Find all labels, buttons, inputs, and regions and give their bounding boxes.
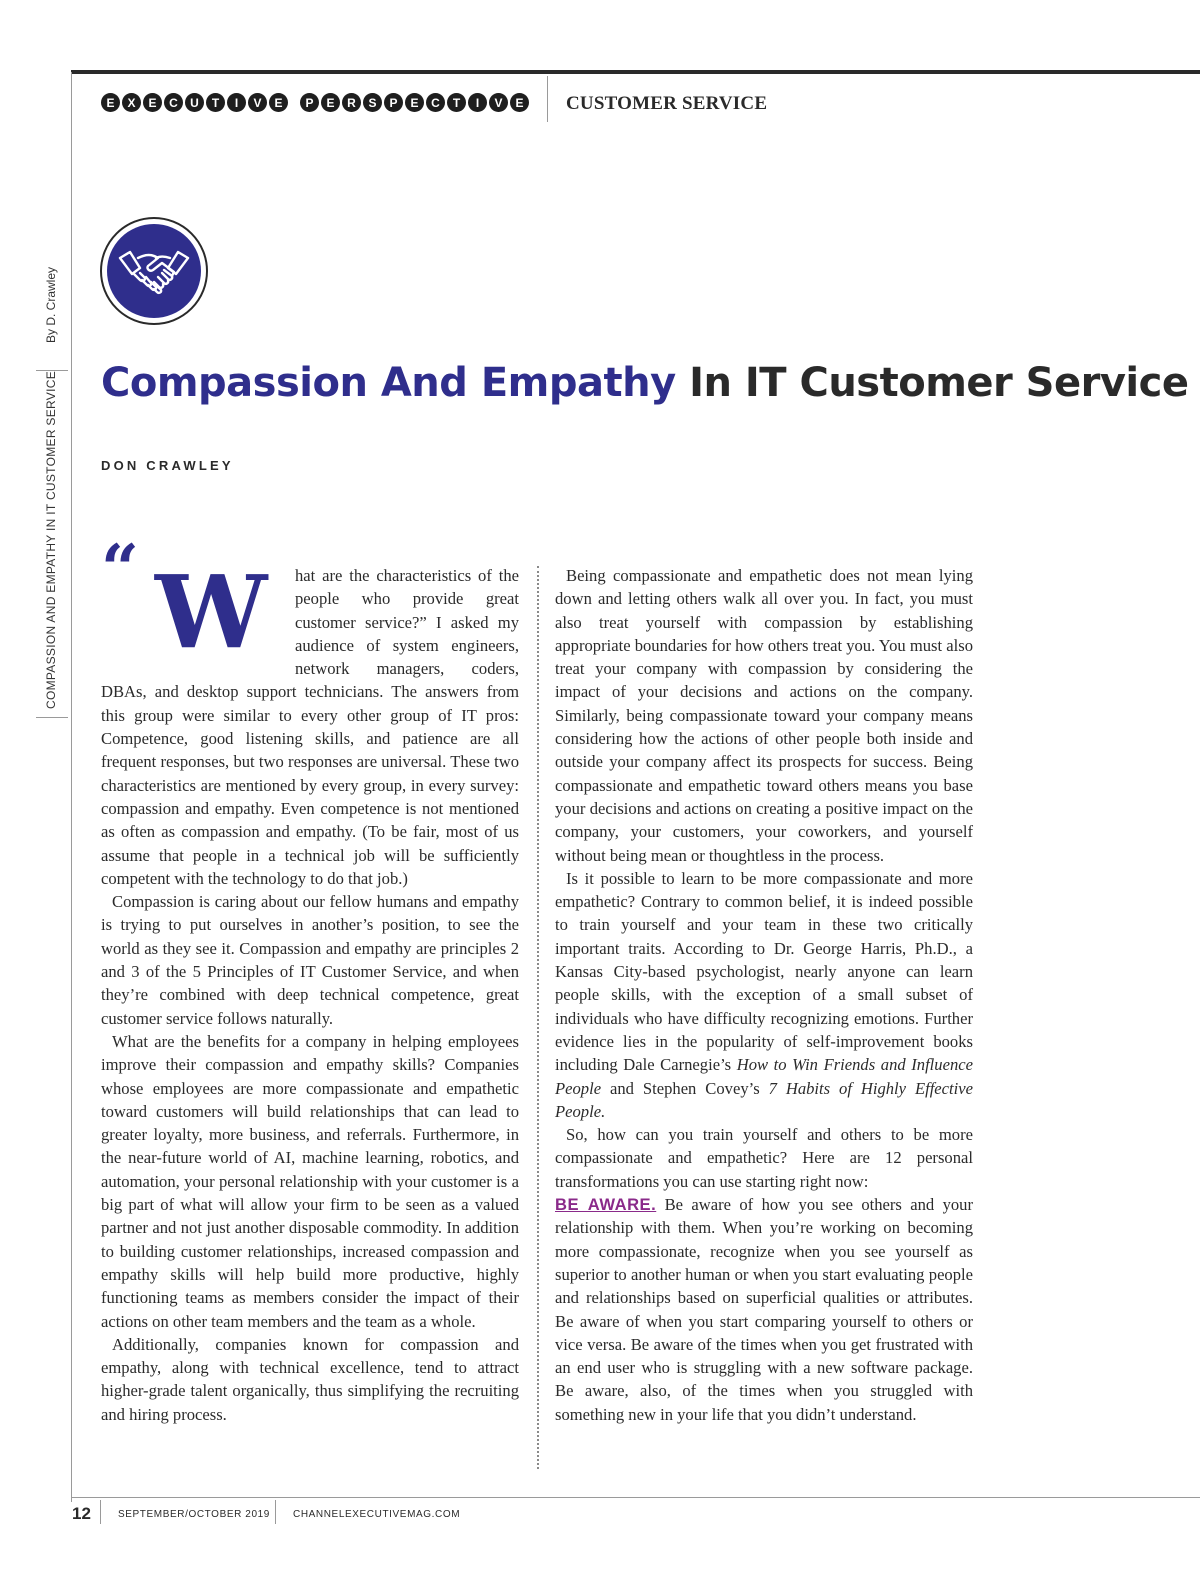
sidebar-divider	[36, 370, 68, 371]
website: CHANNELEXECUTIVEMAG.COM	[293, 1509, 461, 1520]
sidebar-byline: By D. Crawley	[44, 266, 59, 343]
top-rule	[71, 70, 1200, 74]
kicker-letter: P	[300, 93, 319, 112]
handshake-badge	[100, 217, 208, 325]
section-label: CUSTOMER SERVICE	[566, 93, 768, 114]
kicker-letter: V	[248, 93, 267, 112]
headline-rest: In IT Customer Service	[675, 360, 1189, 406]
article-headline	[101, 360, 1188, 406]
book-title: 7 Habits of Highly Effective People.	[555, 1078, 973, 1121]
paragraph: What are the benefits for a company in helping employees improve their compassion and empathy skills? Companies whose employees are more compassionate and empathetic toward customers will build relationships that can lead to greater loyalty, more business, and referrals. Furthermore, in the near-future world of AI, machine learning, robotics, and automation, your personal relationship with your customer is a big part of what will allow your firm to be seen as a valued partner and not just another disposable commodity. In addition to building customer relationships, increased compassion and empathy skills will help build more productive, highly functioning teams as members consider the impact of their actions on other team members and the team as a whole.	[101, 1031, 519, 1331]
drop-cap-letter: W	[155, 553, 268, 671]
page-number: 12	[72, 1504, 91, 1523]
kicker-letter: E	[321, 93, 340, 112]
kicker-letter: T	[206, 93, 225, 112]
left-rule	[71, 72, 72, 1502]
paragraph: Additionally, companies known for compassion and empathy, along with technical excellence, tend to attract higher-grade talent organically, thus simplifying the recruiting and hiring process.	[101, 1334, 519, 1424]
kicker-letter: C	[426, 93, 445, 112]
vertical-sidebar	[36, 257, 68, 710]
kicker-letter: P	[384, 93, 403, 112]
kicker-letter: E	[510, 93, 529, 112]
kicker-letter: C	[164, 93, 183, 112]
sidebar-title: COMPASSION AND EMPATHY IN IT CUSTOMER SERVICE	[44, 370, 59, 710]
lead-in-label: BE AWARE.	[555, 1195, 657, 1215]
paragraph: Is it possible to learn to be more compassionate and more empathetic? Contrary to common belief, it is indeed possible to train yourself and your team in these two critically important traits. According to Dr. George Harris, Ph.D., a Kansas City-based psychologist, nearly anyone can learn people skills, with the exception of a small subset of individuals who have difficulty recognizing emotions. Further evidence lies in the popularity of self-improvement books including Dale Carnegie’s How to Win Friends and Influence People and Stephen Covey’s 7 Habits of Highly Effective People.	[555, 868, 973, 1121]
kicker-letter: U	[185, 93, 204, 112]
footer-divider	[100, 1500, 101, 1524]
kicker-letter: I	[468, 93, 487, 112]
sidebar-divider	[36, 717, 68, 718]
kicker-letter: R	[342, 93, 361, 112]
kicker-letter: E	[101, 93, 120, 112]
body-column-right	[555, 564, 973, 1426]
headline-highlight: Compassion And Empathy	[101, 360, 676, 406]
kicker-letter: V	[489, 93, 508, 112]
paragraph: hat are the characteristics of the people who provide great customer service?” I asked my audience of system engineers, network managers, coders, DBAs, and desktop support technicians. The answers from this group were similar to every other group of IT pros: Competence, good listening skills, and patience are all frequent responses, but two responses are universal. These two characteristics are mentioned by every group, in every survey: compassion and empathy. Even competence is not mentioned as often as compassion and empathy. (To be fair, most of us assume that people in a technical job will be sufficiently competent with the technology to do that job.)	[101, 566, 519, 888]
kicker-executive-perspective	[101, 93, 529, 112]
paragraph-be-aware: BE AWARE. Be aware of how you see others and your relationship with them. When you’re working on becoming more compassionate, recognize when you see yourself as superior to another human or when you start evaluating people and relationships based on superficial qualities or attributes. Be aware of when you start comparing yourself to others or vice versa. Be aware of the times when you get frustrated with an end user who is struggling with a new software package. Be aware, also, of the times when you struggled with something new in your life that you didn’t understand.	[555, 1195, 973, 1424]
kicker-letter: I	[227, 93, 246, 112]
drop-cap	[101, 530, 295, 676]
paragraph: Being compassionate and empathetic does not mean lying down and letting others walk all over you. In fact, you must also treat yourself with compassion by establishing appropriate boundaries for how others treat you. You must also treat your company with compassion by considering the impact of your decisions and actions on the company. Similarly, being compassionate toward your company means considering how the actions of other people both inside and outside your company affect its prospects for success. Being compassionate and empathetic toward others means you base your decisions and actions on creating a positive impact on the company, your customers, your coworkers, and yourself without being mean or thoughtless in the process.	[555, 566, 973, 865]
drop-cap-quote: “	[101, 530, 139, 608]
body-column-left	[101, 530, 519, 1426]
paragraph: Compassion is caring about our fellow humans and empathy is trying to put ourselves in another’s position, to see the world as they see it. Compassion and empathy are principles 2 and 3 of the 5 Principles of IT Customer Service, and when they’re combined with deep technical competence, great customer service follows naturally.	[101, 892, 519, 1028]
issue-date: SEPTEMBER/OCTOBER 2019	[118, 1509, 270, 1520]
book-title: How to Win Friends and Influence People	[555, 1055, 973, 1098]
paragraph: So, how can you train yourself and others to be more compassionate and empathetic? Here are 12 personal transformations you can use starting right now:	[555, 1125, 973, 1191]
handshake-icon	[118, 246, 190, 296]
kicker-letter: S	[363, 93, 382, 112]
kicker-letter: E	[143, 93, 162, 112]
footer-divider	[275, 1500, 276, 1524]
kicker-letter: X	[122, 93, 141, 112]
kicker-letter: T	[447, 93, 466, 112]
kicker-divider	[547, 76, 548, 122]
column-divider	[537, 566, 539, 1469]
kicker-letter: E	[269, 93, 288, 112]
author-name: DON CRAWLEY	[101, 458, 234, 473]
footer-rule	[71, 1497, 1200, 1498]
kicker-letter: E	[405, 93, 424, 112]
